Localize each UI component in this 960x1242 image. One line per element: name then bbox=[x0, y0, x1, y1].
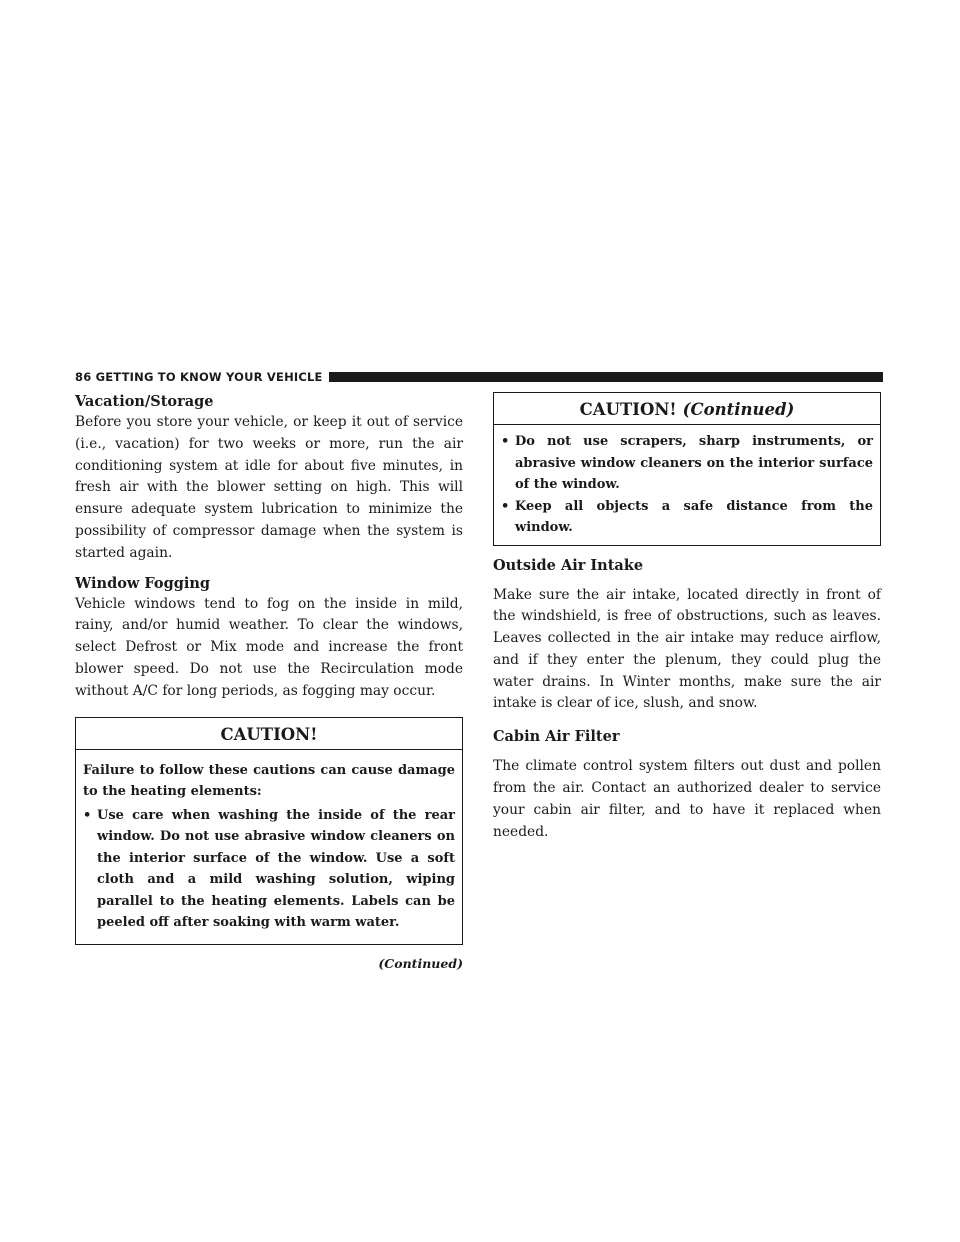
continued-note: (Continued) bbox=[378, 955, 463, 971]
caution-continued-bullet-item bbox=[501, 431, 873, 496]
caution-box bbox=[75, 717, 463, 945]
vacation-storage-heading: Vacation/Storage bbox=[75, 393, 214, 410]
right-column bbox=[493, 392, 881, 843]
vacation-storage-text: Before you store your vehicle, or keep it out of service (i.e., vacation) for two weeks or more, run the air conditioning system at idle for about five minutes, in fresh air with the blower setting on high. This will ensure adequate system lubrication to minimize the possibility of compressor damage when the system is started again. bbox=[75, 414, 463, 561]
bullet-icon: • bbox=[501, 498, 510, 514]
caution-continued-body bbox=[494, 425, 880, 545]
header-rule bbox=[329, 372, 883, 382]
caution-continued-title-text: CAUTION! bbox=[579, 400, 677, 419]
caution-continued-bullet-text: Keep all objects a safe distance from the window. bbox=[515, 498, 873, 535]
window-fogging-heading: Window Fogging bbox=[75, 574, 211, 592]
caution-continued-bullet-text: Do not use scrapers, sharp instruments, or abrasive window cleaners on the interior surface of the window. bbox=[515, 434, 873, 492]
page-header bbox=[75, 369, 883, 385]
caution-continued-box bbox=[493, 392, 881, 546]
caution-bullet-list bbox=[83, 805, 455, 934]
bullet-icon: • bbox=[501, 434, 510, 449]
caution-body bbox=[76, 750, 462, 944]
outside-air-intake-text: Make sure the air intake, located directly in front of the windshield, is free of obstructions, such as leaves. Leaves collected in the air intake may reduce airflow, and if they enter the plenum, they could plug the water drains. In Winter months, make sure the air intake is clear of ice, slush, and snow. bbox=[493, 586, 881, 712]
outside-air-intake-heading: Outside Air Intake bbox=[493, 556, 644, 574]
caution-bullet-text: Use care when washing the inside of the rear window. Do not use abrasive window cleaners on the interior surface of the window. Use a soft cloth and a mild washing solution, wiping parallel to the heating elements. Labels can be peeled off after soaking with warm water. bbox=[97, 807, 455, 931]
cabin-air-filter-heading: Cabin Air Filter bbox=[493, 728, 620, 746]
caution-bullet-item bbox=[83, 805, 455, 934]
window-fogging-text: Vehicle windows tend to fog on the inside in mild, rainy, and/or humid weather. To clear the windows, select Defrost or Mix mode and increase the front blower speed. Do not use the Recirculation mode without A/C for long periods, as fogging may occur. bbox=[75, 595, 463, 699]
bullet-icon: • bbox=[83, 807, 92, 823]
caution-continued-bullet-list bbox=[501, 431, 873, 539]
caution-continued-bullet-item bbox=[501, 496, 873, 539]
caution-title bbox=[76, 718, 462, 750]
caution-title-text: CAUTION! bbox=[220, 724, 318, 744]
cabin-air-filter-text: The climate control system filters out dust and pollen from the air. Contact an authorized dealer to service your cabin air filter, and to have it replaced when needed. bbox=[493, 758, 881, 840]
caution-continued-title bbox=[494, 393, 880, 425]
caution-continued-suffix: (Continued) bbox=[682, 400, 795, 419]
caution-intro: Failure to follow these cautions can cause damage to the heating elements: bbox=[83, 762, 455, 800]
left-column bbox=[75, 392, 463, 971]
page-number-title: 86 GETTING TO KNOW YOUR VEHICLE bbox=[75, 370, 323, 384]
